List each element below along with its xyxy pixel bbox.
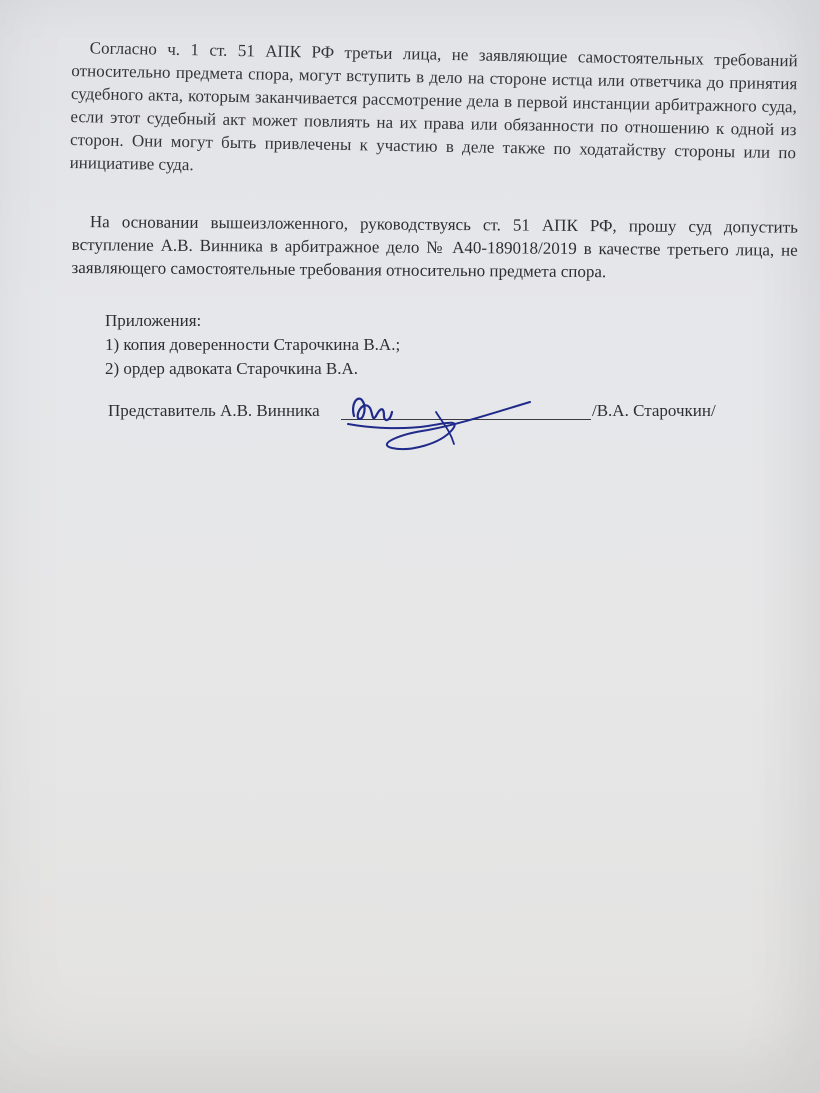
attachment-item: 1) копия доверенности Старочкина В.А.; — [105, 335, 401, 354]
attachments-heading: Приложения: — [105, 311, 202, 330]
paragraph-1-text: Согласно ч. 1 ст. 51 АПК РФ третьи лица, не заявляющие самостоятельных требований относительно предмета спора, могут вступить в дело на сторонe истца или ответчика до принятия судебного акта, которым заканчивается рассмотрение дела в первой инстанции арбитражного суда, если этот судебный акт может повлиять на их права или обязанности по отношению к одной из сторон. Они могут быть привлечены к участию в деле также по ходатайству стороны или по инициативе суда. — [69, 38, 798, 175]
paragraph-2-text: На основании вышеизложенного, руководствуясь ст. 51 АПК РФ, прошу суд допустить вступление А.В. Винника в арбитражное дело № А40-189018/2019 в качестве третьего лица, не заявляющего самостоятельные требования относительно предмета спора. — [71, 212, 798, 282]
attachment-item: 2) ордер адвоката Старочкина В.А. — [105, 359, 359, 378]
paragraph-request — [71, 210, 798, 285]
handwritten-signature — [340, 382, 540, 462]
paragraph-legal-basis — [69, 36, 797, 187]
signature-label: Представитель А.В. Винника — [108, 401, 320, 420]
signatory-name: /В.А. Старочкин/ — [592, 401, 716, 420]
